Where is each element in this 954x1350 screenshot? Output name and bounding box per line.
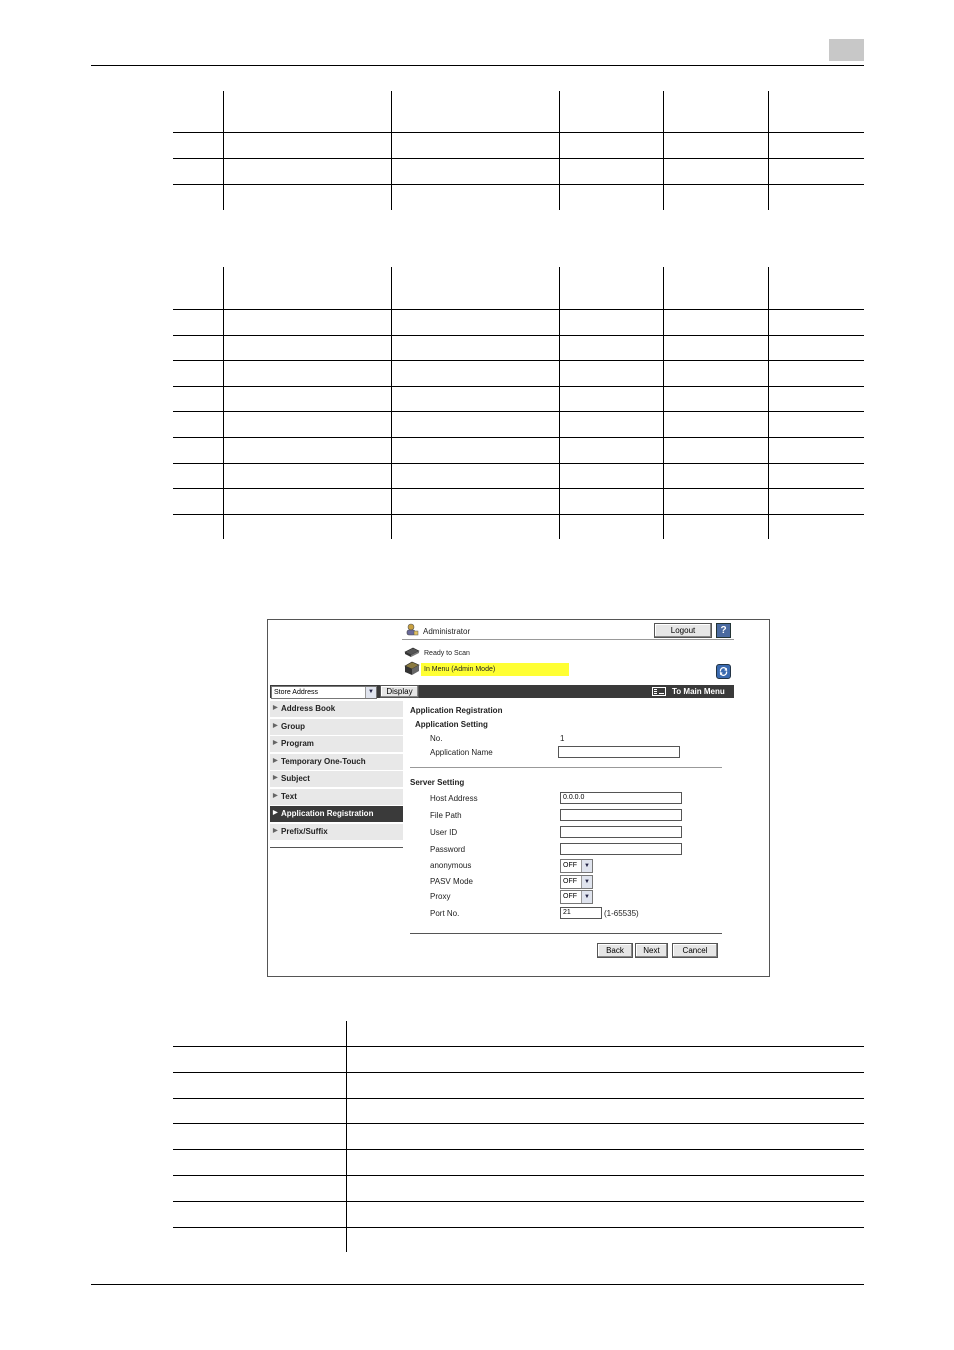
user-label: Administrator [423,627,471,636]
sidebar-item-program[interactable] [270,736,403,753]
pasv-mode-value: OFF [563,878,577,885]
admin-icon [405,623,419,636]
sidebar-item-label: Application Registration [281,809,374,818]
table-row-rule [173,463,864,464]
proxy-select[interactable] [560,890,593,904]
chevron-right-icon: ▶ [273,757,278,764]
chevron-down-icon: ▼ [365,687,376,698]
chevron-right-icon: ▶ [273,810,278,816]
table-column-rule [663,91,664,210]
table-column-rule [663,267,664,539]
chevron-right-icon: ▶ [273,775,278,781]
table-row-rule [173,158,864,159]
cancel-button[interactable]: Cancel [672,943,718,958]
application-registration-screenshot [267,619,770,977]
server-setting-heading: Server Setting [410,778,465,787]
table-row-rule [173,1098,864,1099]
user-id-input[interactable] [560,826,682,838]
table-column-rule [559,267,560,539]
sidebar-item-label: Prefix/Suffix [281,826,328,836]
chevron-down-icon: ▼ [581,860,592,872]
chevron-right-icon: ▶ [273,792,278,799]
file-path-label: File Path [430,811,462,820]
chevron-right-icon: ▶ [273,705,278,711]
host-address-label: Host Address [430,794,478,803]
table-row-rule [173,1072,864,1073]
sidebar-item-label: Text [281,791,297,801]
table-row-rule [173,335,864,336]
to-main-menu-link[interactable]: To Main Menu [672,687,725,696]
sidebar-item-label: Temporary One-Touch [281,756,366,766]
section-divider-2 [410,933,722,934]
refresh-icon[interactable] [716,664,731,679]
table-row-rule [173,488,864,489]
chevron-right-icon: ▶ [273,827,278,834]
table-column-rule [223,267,224,539]
table-column-rule [391,91,392,210]
anonymous-select[interactable] [560,859,593,873]
app-name-label: Application Name [430,748,493,757]
user-id-label: User ID [430,828,458,837]
table-column-rule [346,1021,347,1252]
table-row-rule [173,411,864,412]
chevron-down-icon: ▼ [581,876,592,888]
port-no-input[interactable]: 21 [560,907,602,919]
scanner-icon [404,647,420,658]
table-row-rule [173,1149,864,1150]
sidebar-item-text[interactable] [270,789,403,806]
table-row-rule [173,514,864,515]
chevron-right-icon: ▶ [273,740,278,746]
sidebar-item-subject[interactable] [270,771,403,788]
display-button[interactable]: Display [380,685,419,698]
store-address-value: Store Address [274,689,318,696]
table-column-rule [559,91,560,210]
no-label: No. [430,734,443,743]
sidebar-item-label: Group [281,721,305,731]
sidebar-item-label: Subject [281,774,310,783]
main-menu-icon [652,687,666,696]
table-row-rule [173,1175,864,1176]
table-column-rule [768,91,769,210]
footer-rule [91,1284,864,1285]
password-input[interactable] [560,843,682,855]
table-row-rule [173,1201,864,1202]
application-name-input[interactable] [558,746,680,758]
sidebar-item-label: Address Book [281,704,336,713]
sidebar-item-label: Program [281,739,314,748]
table-row-rule [173,132,864,133]
table-row-rule [173,309,864,310]
table-row-rule [173,1227,864,1228]
table-column-rule [391,267,392,539]
table-column-rule [223,91,224,210]
file-path-input[interactable] [560,809,682,821]
store-address-select[interactable] [271,686,377,699]
pasv-mode-label: PASV Mode [430,877,473,886]
port-range-hint: (1-65535) [604,909,639,918]
sidebar-bottom-rule [270,847,403,848]
sidebar-item-temporary-one-touch[interactable] [270,754,403,771]
port-no-label: Port No. [430,909,460,918]
pasv-mode-select[interactable] [560,875,593,889]
anonymous-label: anonymous [430,861,472,870]
table-column-rule [768,267,769,539]
password-label: Password [430,845,466,854]
proxy-label: Proxy [430,892,451,901]
page-number-tab [829,39,864,61]
table-row-rule [173,184,864,185]
sidebar-item-prefix-suffix[interactable] [270,824,403,841]
no-value: 1 [560,734,565,743]
table-row-rule [173,437,864,438]
host-address-input[interactable]: 0.0.0.0 [560,792,682,804]
table-row-rule [173,1046,864,1047]
logout-button[interactable]: Logout [654,623,712,638]
chevron-down-icon: ▼ [581,891,592,903]
back-button[interactable]: Back [597,943,633,958]
help-icon[interactable]: ? [716,623,731,638]
sidebar-item-address-book[interactable] [270,701,403,718]
table-row-rule [173,386,864,387]
anonymous-value: OFF [563,862,577,869]
next-button[interactable]: Next [635,943,668,958]
proxy-value: OFF [563,893,577,900]
status-admin-mode: In Menu (Admin Mode) [424,666,496,673]
chevron-right-icon: ▶ [273,722,278,729]
header-rule [91,65,864,66]
status-ready: Ready to Scan [424,650,470,657]
machine-icon [404,661,420,676]
table-row-rule [173,1123,864,1124]
sidebar-item-application-registration[interactable] [270,806,403,823]
table-row-rule [173,360,864,361]
app-setting-heading: Application Setting [415,720,488,729]
header-divider [402,639,734,640]
sidebar-item-group[interactable] [270,719,403,736]
section-divider-1 [410,767,722,768]
page-title: Application Registration [410,706,503,715]
